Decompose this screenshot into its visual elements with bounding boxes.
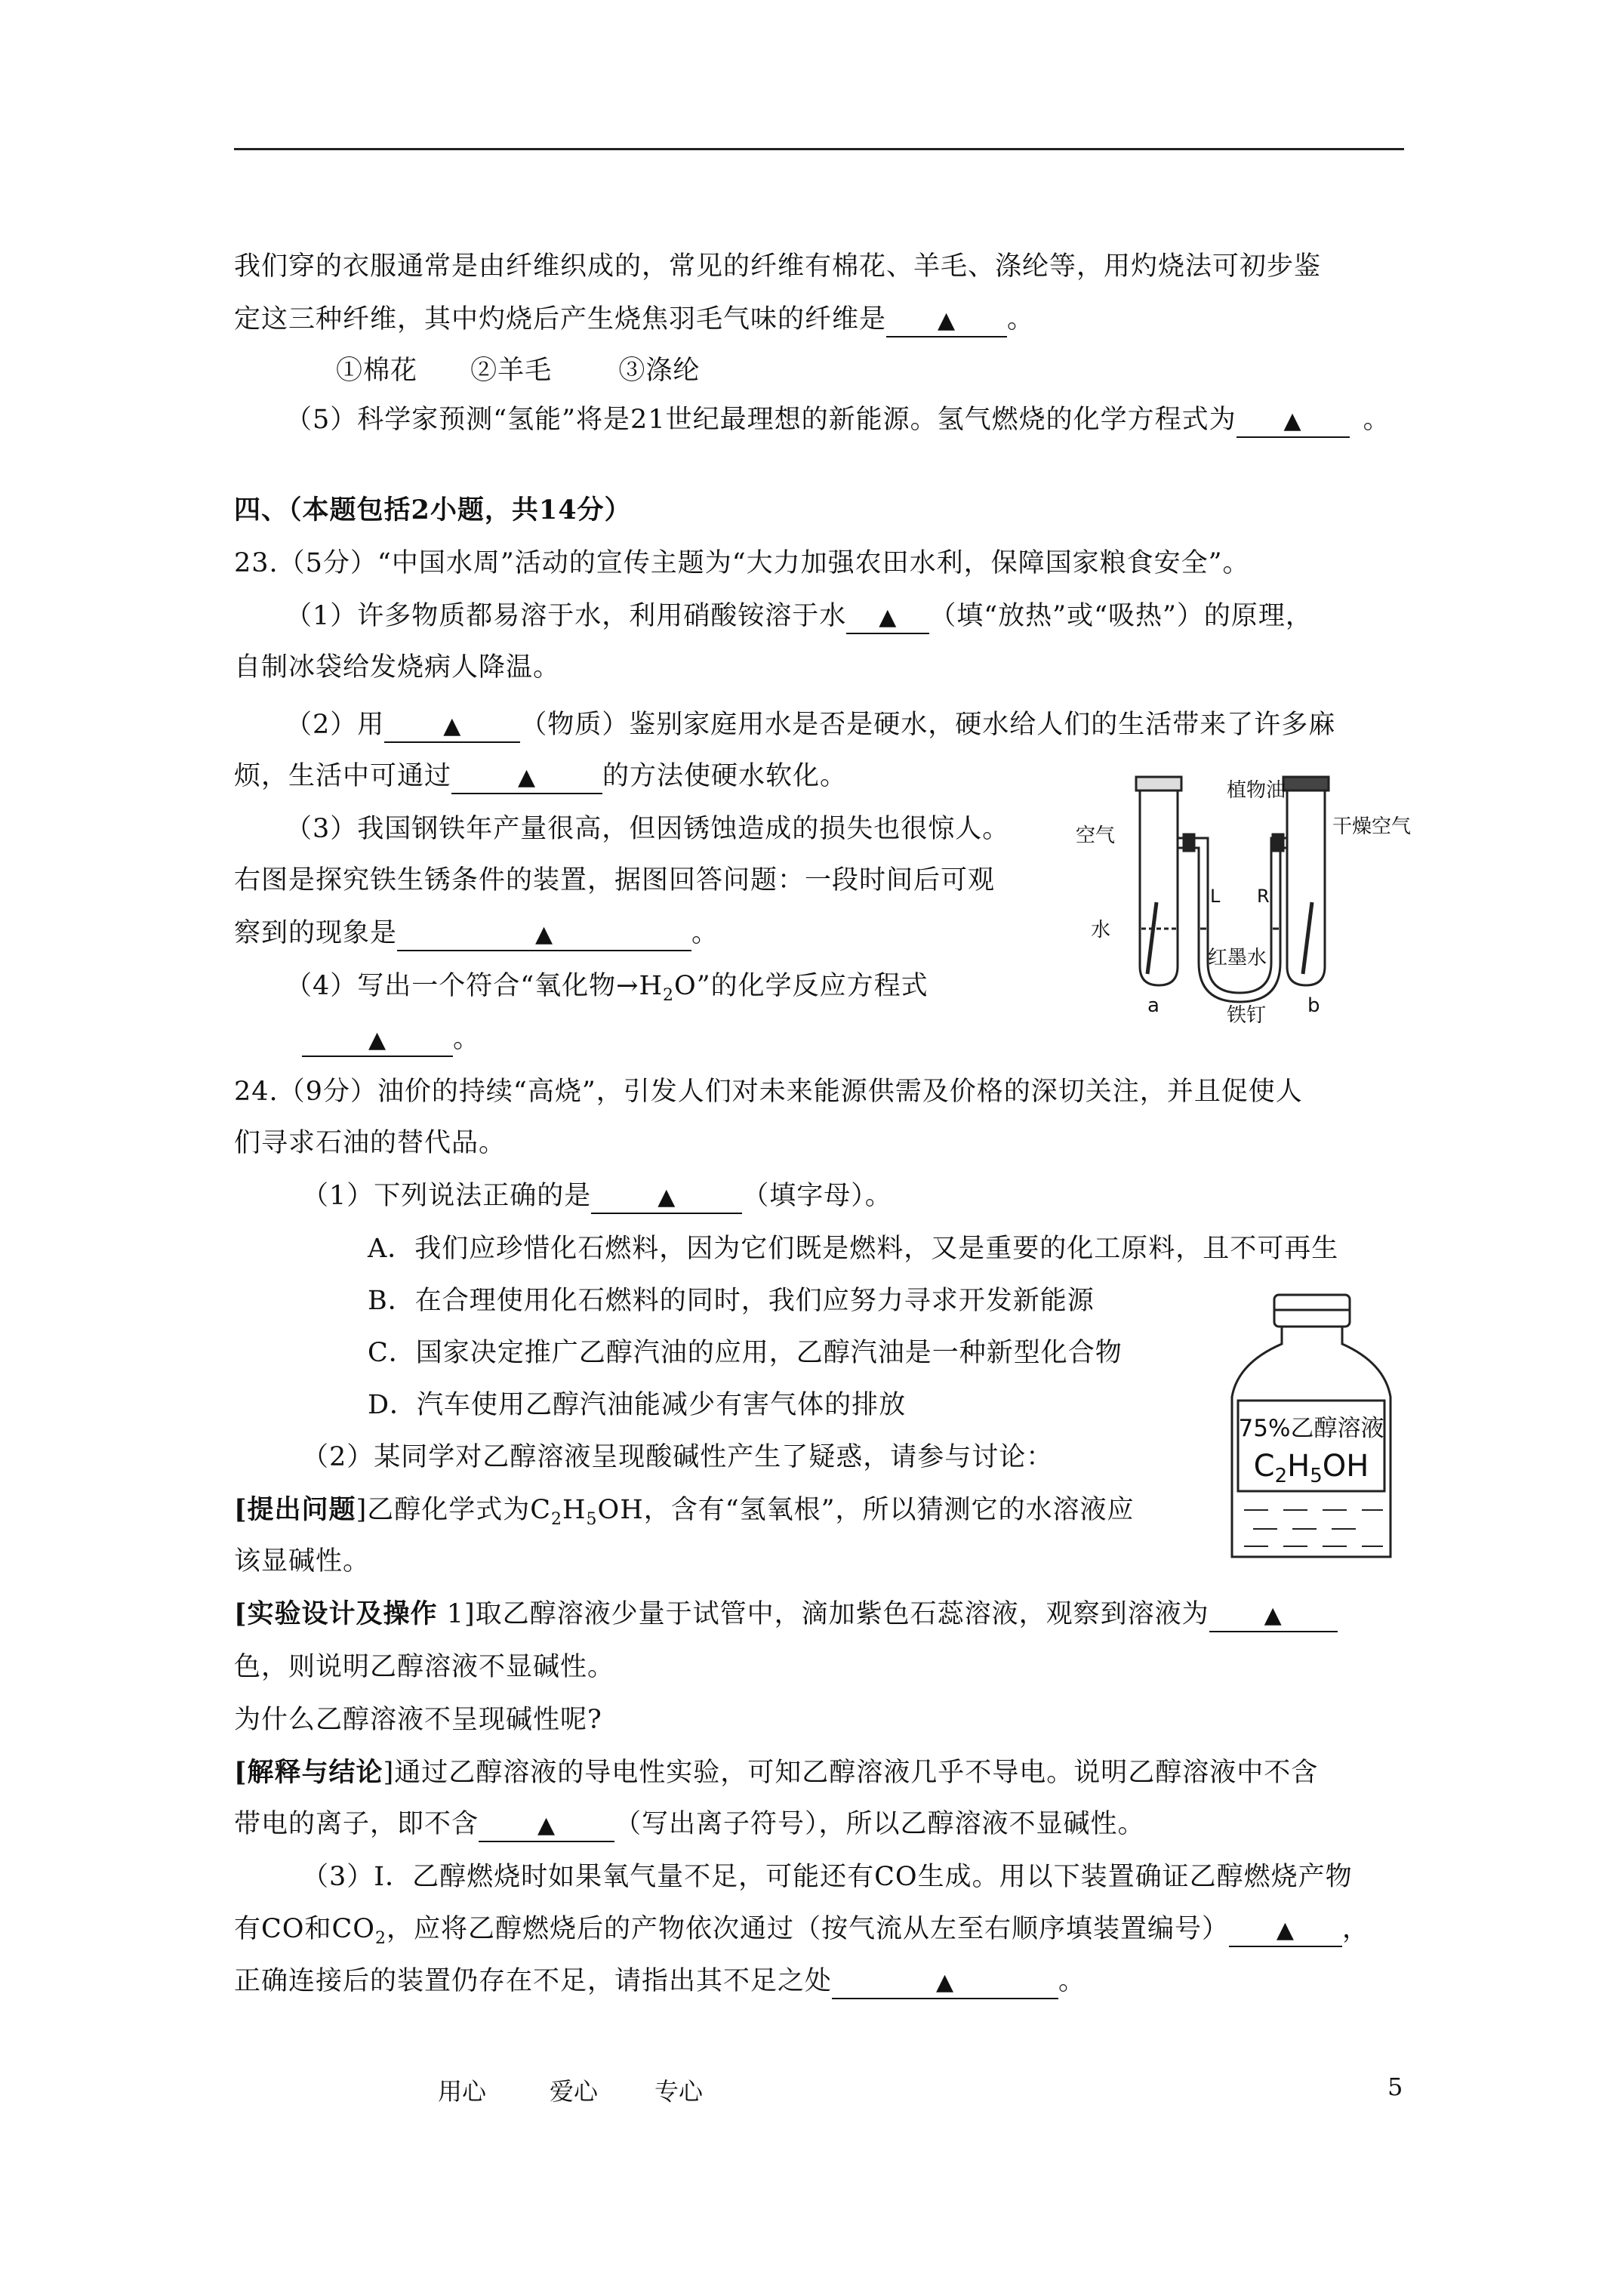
choice-c: C．国家决定推广乙醇汽油的应用，乙醇汽油是一种新型化合物 — [368, 1338, 1123, 1368]
label-b: b — [1307, 994, 1320, 1017]
q23-part1-cont: 自制冰袋给发烧病人降温。 — [234, 652, 561, 683]
ethanol-bottle-figure — [1223, 1291, 1397, 1567]
label-nail: 铁钉 — [1227, 1004, 1267, 1023]
q24-question: [提出问题]乙醇化学式为$C_2H_5OH$，含有“氢氧根”，所以猜测它的水溶液应 — [234, 1494, 1135, 1529]
label-L: L — [1210, 886, 1221, 907]
q24-conclusion: [解释与结论]通过乙醇溶液的导电性实验，可知乙醇溶液几乎不导电。说明乙醇溶液中不含 — [234, 1757, 1319, 1788]
footer-item-2: 爱心 — [550, 2077, 599, 2106]
q23-part1: （1）许多物质都易溶于水，利用硝酸铵溶于水 ▲ （填“放热”或“吸热”）的原理， — [285, 597, 1313, 635]
test-tube-a — [1140, 789, 1178, 985]
rusting-apparatus-figure — [1072, 766, 1419, 1023]
q24-conclusion-cont: 带电的离子，即不含 ▲ （写出离子符号），所以乙醇溶液不显碱性。 — [234, 1805, 1145, 1843]
label-dry-air: 干燥空气 — [1332, 815, 1412, 838]
q23-part3: （3）我国钢铁年产量很高，但因锈蚀造成的损失也很惊人。 — [285, 814, 1010, 844]
q24-part3-line3: 正确连接后的装置仍存在不足，请指出其不足之处 ▲ 。 — [234, 1962, 1086, 2000]
question-5: （5）科学家预测“氢能”将是21世纪最理想的新能源。氢气燃烧的化学方程式为 ▲ 。 — [285, 401, 1390, 439]
label-air: 空气 — [1076, 824, 1116, 847]
choice-a: A．我们应珍惜化石燃料，因为它们既是燃料，又是重要的化工原料，且不可再生 — [368, 1234, 1339, 1264]
label-a: a — [1147, 994, 1160, 1017]
q24-why: 为什么乙醇溶液不呈现碱性呢? — [234, 1705, 602, 1735]
answer-blank[interactable]: ▲ — [886, 304, 1007, 337]
option-polyester: ③涤纶 — [618, 356, 701, 386]
q24-part1: （1）下列说法正确的是 ▲ （填字母）。 — [302, 1177, 892, 1215]
q23-part2: （2）用 ▲ （物质）鉴别家庭用水是否是硬水，硬水给人们的生活带来了许多麻 — [285, 706, 1335, 744]
label-red-ink: 红墨水 — [1208, 947, 1267, 969]
q23-part4: （4）写出一个符合“氧化物$\to H_2O$”的化学反应方程式 — [285, 971, 929, 1005]
q23-part4-cont: ▲ 。 — [302, 1020, 480, 1058]
label-oil: 植物油 — [1227, 779, 1286, 802]
answer-blank[interactable]: ▲ — [1236, 405, 1350, 438]
option-cotton: ①棉花 — [336, 356, 418, 386]
answer-blank[interactable]: ▲ — [832, 1966, 1058, 1999]
q24-part3: （3）I．乙醇燃烧时如果氧气量不足，可能还有CO生成。用以下装置确证乙醇燃烧产物 — [302, 1862, 1353, 1892]
choice-d: D．汽车使用乙醇汽油能减少有害气体的排放 — [368, 1390, 907, 1420]
q24-part2: （2）某同学对乙醇溶液呈现酸碱性产生了疑惑，请参与讨论： — [302, 1442, 1054, 1472]
answer-blank[interactable]: ▲ — [1209, 1599, 1338, 1632]
answer-blank[interactable]: ▲ — [846, 601, 929, 634]
answer-blank[interactable]: ▲ — [451, 761, 602, 794]
q24-part3-line2: 有CO和$CO_2$，应将乙醇燃烧后的产物依次通过（按气流从左至右顺序填装置编号） ▲ ， — [234, 1914, 1369, 1948]
footer-item-3: 专心 — [654, 2077, 704, 2106]
q24-stem-1: 24.（9分）油价的持续“高烧”，引发人们对未来能源供需及价格的深切关注，并且促使人 — [234, 1077, 1303, 1107]
section-4-title: 四、（本题包括2小题，共14分） — [234, 495, 632, 525]
nail-a — [1147, 902, 1156, 974]
footer-item-1: 用心 — [438, 2077, 487, 2106]
answer-blank[interactable]: ▲ — [479, 1809, 614, 1842]
answer-blank[interactable]: ▲ — [302, 1024, 453, 1057]
header-rule — [234, 148, 1404, 150]
answer-blank[interactable]: ▲ — [1229, 1914, 1342, 1947]
q23-part3-line3: 察到的现象是 ▲ 。 — [234, 914, 719, 952]
bottle-label-formula: $C_2H_5OH$ — [1253, 1449, 1369, 1487]
nail-b — [1303, 902, 1312, 974]
label-R: R — [1257, 886, 1270, 907]
page-number: 5 — [1387, 2073, 1403, 2101]
intro-line-2: 定这三种纤维，其中灼烧后产生烧焦羽毛气味的纤维是 ▲ 。 — [234, 300, 1034, 338]
q23-part3-line2: 右图是探究铁生锈条件的装置，据图回答问题：一段时间后可观 — [234, 865, 996, 895]
q24-experiment: [实验设计及操作 1]取乙醇溶液少量于试管中，滴加紫色石蕊溶液，观察到溶液为 ▲ — [234, 1595, 1338, 1633]
label-water: 水 — [1091, 919, 1111, 942]
fiber-options — [336, 352, 700, 390]
choice-b: B．在合理使用化石燃料的同时，我们应努力寻求开发新能源 — [368, 1286, 1095, 1316]
intro-line-1: 我们穿的衣服通常是由纤维织成的，常见的纤维有棉花、羊毛、涤纶等，用灼烧法可初步鉴 — [234, 251, 1322, 282]
q23-stem: 23.（5分）“中国水周”活动的宣传主题为“大力加强农田水利，保障国家粮食安全”。 — [234, 548, 1250, 578]
q23-part2-cont: 烦，生活中可通过 ▲ 的方法使硬水软化。 — [234, 757, 847, 795]
answer-blank[interactable]: ▲ — [384, 710, 520, 743]
q24-stem-2: 们寻求石油的替代品。 — [234, 1128, 507, 1158]
bottle-label-line1: 75%乙醇溶液 — [1238, 1415, 1384, 1442]
answer-blank[interactable]: ▲ — [591, 1181, 742, 1214]
answer-blank[interactable]: ▲ — [397, 918, 691, 951]
q24-question-cont: 该显碱性。 — [234, 1546, 371, 1576]
q24-experiment-cont: 色，则说明乙醇溶液不显碱性。 — [234, 1652, 615, 1682]
option-wool: ②羊毛 — [470, 356, 553, 386]
